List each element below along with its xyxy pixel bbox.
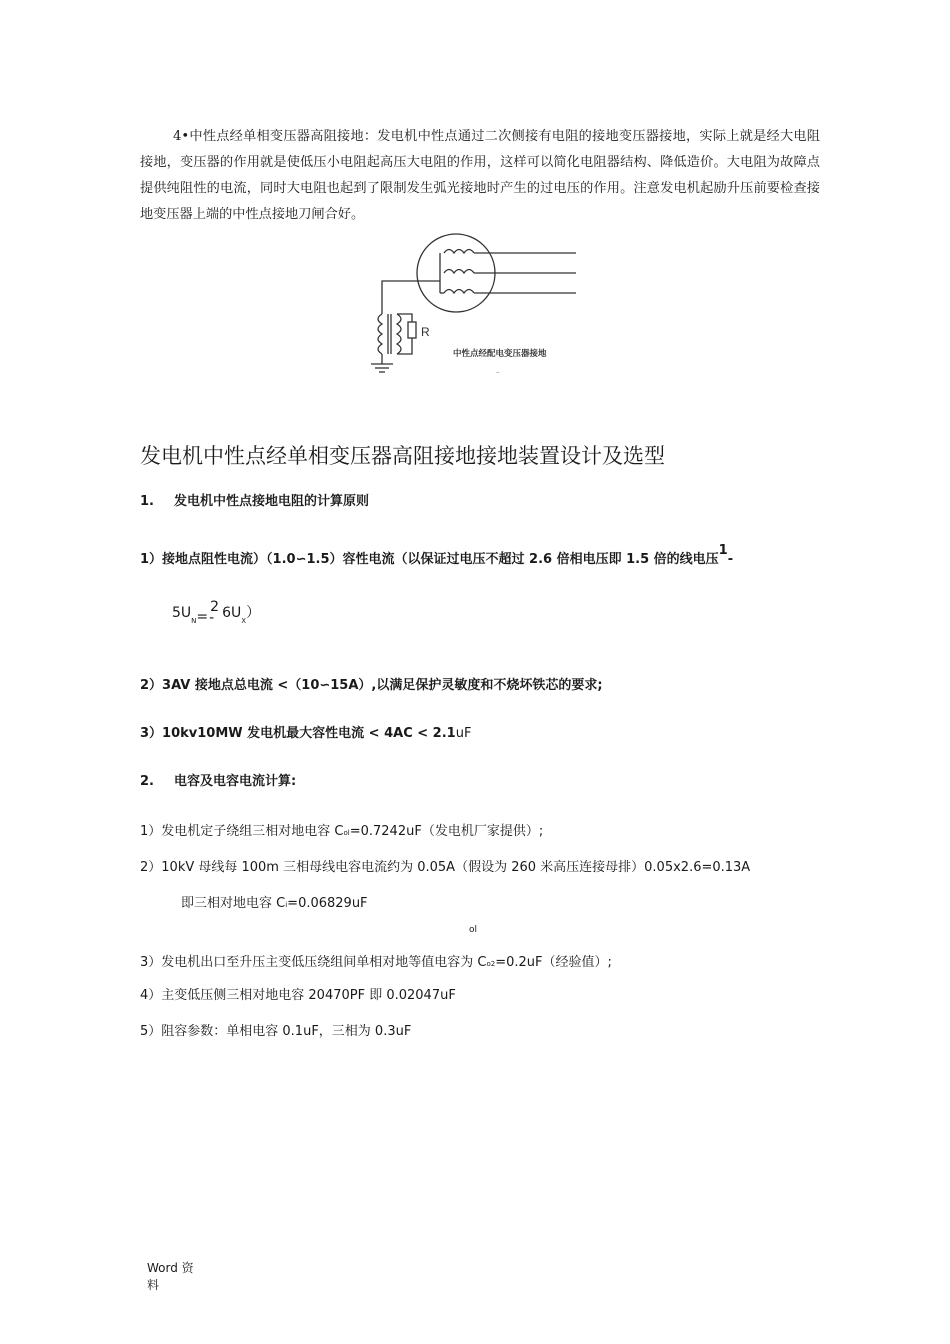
- page-footer: Word 资 料: [147, 1261, 194, 1292]
- rule-2: 2）3AV 接地点总电流 <（10∽15A）,以满足保护灵敏度和不烧坏铁芯的要求;: [140, 678, 603, 693]
- neutral-lead: [382, 281, 440, 314]
- heading-1: 1. 发电机中性点接地电阻的计算原则: [140, 494, 370, 509]
- rule-3: 3）10kv10MW 发电机最大容性电流 < 4AC < 2.1uF: [140, 726, 472, 741]
- calc-item-3: 3）发电机出口至升压主变低压绕组间单相对地等值电容为 Co2=0.2uF（经验值）;: [140, 955, 612, 970]
- resistor-label: R: [421, 325, 430, 339]
- transformer-primary: [378, 314, 382, 354]
- winding-a: [444, 250, 474, 254]
- calc-item-1: 1）发电机定子绕组三相对地电容 Col=0.7242uF（发电机厂家提供）;: [140, 824, 544, 839]
- figure-caption-mark: –: [496, 368, 500, 376]
- stray-subscript: ol: [469, 925, 478, 935]
- calc-item-5: 5）阻容参数：单相电容 0.1uF，三相为 0.3uF: [140, 1024, 412, 1039]
- intro-paragraph: 4•中性点经单相变压器高阻接地：发电机中性点通过二次侧接有电阻的接地变压器接地，实际上就是经大电阻接地，变压器的作用就是使低压小电阻起高压大电阻的作用，这样可以简化电阻器结构、降低造价。大电阻为故障点提供纯阻性的电流，同时大电阻也起到了限制发生弧光接地时产生的过电压的作用。注意发电机起励升压前要检查接地变压器上端的中性点接地刀闸合好。: [140, 129, 820, 222]
- heading-2: 2. 电容及电容电流计算:: [140, 774, 297, 789]
- formula: $5U_N=2-$ $6U_X$）: [172, 599, 261, 626]
- calc-item-2: 2）10kV 母线每 100m 三相母线电容电流约为 0.05A（假设为 260 米高压连接母排）0.05x2.6=0.13A: [140, 860, 751, 875]
- winding-b: [444, 270, 474, 274]
- section-title: 发电机中性点经单相变压器高阻接地接地装置设计及选型: [140, 444, 665, 468]
- generator-neutral-grounding-diagram: [368, 226, 580, 378]
- figure-caption: 中性点经配电变压器接地: [453, 349, 547, 359]
- rule-1: 1）接地点阻性电流）（1.0∽1.5）容性电流（以保证过电压不超过 2.6 倍相电压即 1.5 倍的线电压1-: [140, 543, 734, 567]
- calc-item-4: 4）主变低压侧三相对地电容 20470PF 即 0.02047uF: [140, 988, 456, 1003]
- calc-item-2-result: 即三相对地电容 Ci=0.06829uF: [181, 896, 368, 911]
- transformer-secondary: [397, 314, 401, 354]
- winding-c: [444, 290, 474, 294]
- resistor: [408, 322, 416, 338]
